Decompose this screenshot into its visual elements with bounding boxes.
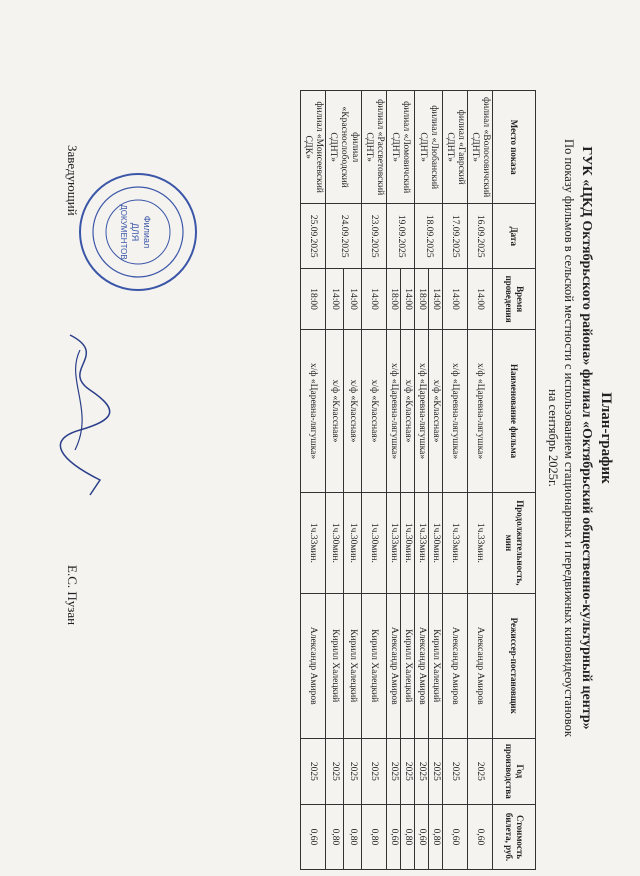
cell-date: 23.09.2025 [362,204,387,269]
cell-duration: 1ч.30мин. [362,493,387,594]
cell-duration: 1ч.33мин. [387,493,401,594]
cell-year: 2025 [301,738,326,804]
cell-price: 0,80 [344,804,362,869]
cell-duration: 1ч.30мин. [429,493,443,594]
table-row [468,91,493,870]
cell-price: 0,80 [401,804,415,869]
cell-place: филиал «Волосовичский СДНТ» [468,91,493,204]
col-place: Место показа [493,91,536,204]
cell-film: х/ф «Царевна-лягушка» [468,330,493,493]
cell-time: 14:00 [443,269,468,330]
cell-duration: 1ч.33мин. [443,493,468,594]
cell-year: 2025 [443,738,468,804]
cell-film: х/ф «Классная» [401,330,415,493]
col-director: Режиссер-постановщик [493,593,536,738]
cell-year: 2025 [344,738,362,804]
col-duration: Продолжительность, мин [493,493,536,594]
cell-year: 2025 [415,738,429,804]
cell-place: филиал «Моисеевский СДК» [301,91,326,204]
table-row [362,91,387,870]
cell-film: х/ф «Классная» [344,330,362,493]
cell-year: 2025 [401,738,415,804]
cell-place: филиал «Гаврский СДНТ» [443,91,468,204]
cell-time: 18:00 [301,269,326,330]
cell-price: 0,60 [415,804,429,869]
cell-film: х/ф «Царевна-лягушка» [387,330,401,493]
cell-year: 2025 [326,738,344,804]
table-row [401,91,415,870]
cell-film: х/ф «Классная» [362,330,387,493]
cell-date: 19.09.2025 [387,204,415,269]
cell-director: Кирилл Халецкий [362,593,387,738]
cell-year: 2025 [429,738,443,804]
cell-director: Кирилл Халецкий [401,593,415,738]
cell-director: Кирилл Халецкий [344,593,362,738]
col-price: Стоимость билета, руб. [493,804,536,869]
cell-price: 0,60 [387,804,401,869]
cell-date: 25.09.2025 [301,204,326,269]
table-row [443,91,468,870]
cell-place: филиал «Любанский СДНТ» [415,91,443,204]
cell-director: Александр Амиров [443,593,468,738]
cell-duration: 1ч.30мин. [344,493,362,594]
cell-film: х/ф «Классная» [429,330,443,493]
cell-date: 16.09.2025 [468,204,493,269]
cell-year: 2025 [362,738,387,804]
cell-time: 14:00 [401,269,415,330]
cell-price: 0,60 [468,804,493,869]
cell-place: филиал «Ломовичский СДНТ» [387,91,415,204]
cell-duration: 1ч.33мин. [468,493,493,594]
cell-director: Александр Амиров [468,593,493,738]
doc-title: План-график [598,392,614,484]
cell-time: 14:00 [468,269,493,330]
cell-price: 0,60 [301,804,326,869]
col-time: Время проведения [493,269,536,330]
cell-time: 14:00 [326,269,344,330]
svg-text:Филиал: Филиал [142,215,152,249]
cell-film: х/ф «Классная» [326,330,344,493]
table-row [301,91,326,870]
cell-place: филиал «Рассветовский СДНТ» [362,91,387,204]
handwritten-signature [50,330,120,500]
col-film: Наименование фильма [493,330,536,493]
round-stamp [75,170,200,295]
cell-year: 2025 [387,738,401,804]
cell-year: 2025 [468,738,493,804]
schedule-table [300,90,536,870]
svg-text:ДОКУМЕНТОВ: ДОКУМЕНТОВ [119,204,128,260]
cell-film: х/ф «Царевна-лягушка» [301,330,326,493]
cell-time: 18:00 [415,269,429,330]
cell-director: Александр Амиров [387,593,401,738]
cell-price: 0,80 [326,804,344,869]
cell-duration: 1ч.30мин. [401,493,415,594]
col-year: Год производства [493,738,536,804]
cell-time: 14:00 [344,269,362,330]
doc-period: на сентябрь 2025г. [546,389,560,487]
signature-name: Е.С. Пузан [65,565,80,626]
cell-time: 18:00 [387,269,401,330]
cell-place: филиал «Краснослободский СДНТ» [326,91,362,204]
cell-director: Кирилл Халецкий [326,593,344,738]
doc-organization: ГУК «ЦКД Октябрьского района» филиал «Октябрьский общественно-культурный центр» [579,146,594,730]
cell-time: 14:00 [429,269,443,330]
cell-duration: 1ч.30мин. [326,493,344,594]
signature-role: Заведующий [65,145,80,216]
col-date: Дата [493,204,536,269]
cell-director: Александр Амиров [301,593,326,738]
doc-subtitle: По показу фильмов в сельской местности с использованием стационарных и передвижных киновидеоустановок [562,139,576,737]
cell-date: 24.09.2025 [326,204,362,269]
cell-date: 18.09.2025 [415,204,443,269]
cell-film: х/ф «Царевна-лягушка» [415,330,429,493]
cell-time: 14:00 [362,269,387,330]
cell-duration: 1ч.33мин. [301,493,326,594]
cell-price: 0,80 [362,804,387,869]
cell-film: х/ф «Царевна-лягушка» [443,330,468,493]
svg-text:ДЛЯ: ДЛЯ [130,222,140,242]
cell-price: 0,60 [443,804,468,869]
table-row [429,91,443,870]
cell-price: 0,80 [429,804,443,869]
cell-director: Кирилл Халецкий [429,593,443,738]
table-row [344,91,362,870]
table-header-row [493,91,536,870]
cell-duration: 1ч.33мин. [415,493,429,594]
cell-director: Александр Амиров [415,593,429,738]
cell-date: 17.09.2025 [443,204,468,269]
